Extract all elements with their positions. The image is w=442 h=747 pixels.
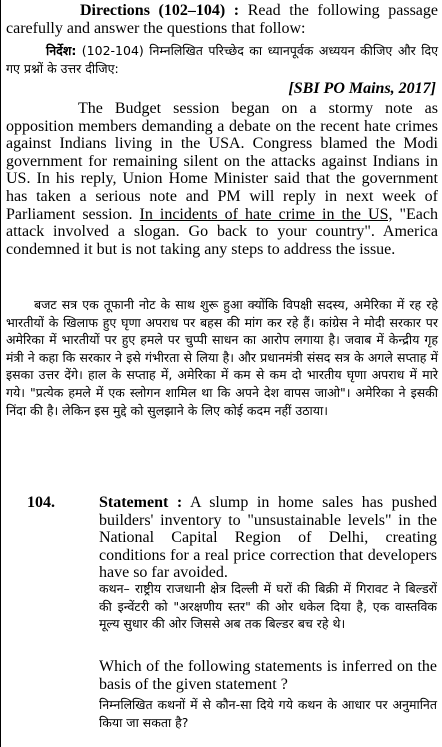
directions-label: Directions (102–104) : <box>80 2 240 19</box>
question-prompt: Which of the following statements is inferred on the basis of the given statement ? <box>99 658 437 693</box>
passage-english <box>6 100 438 258</box>
question-statement-hindi: कथन– राष्ट्रीय राजधानी क्षेत्र दिल्ली में घरों की बिक्री में गिरावट ने बिल्डरों की इन्वेंटरी को "अरक्षणीय स्तर" की ओर धकेल दिया है, एक वास्तविक मूल्य सुधार की ओर जिससे अब तक बिल्डर बच रहे थे। <box>99 581 437 632</box>
passage-hindi: बजट सत्र एक तूफानी नोट के साथ शुरू हुआ क्योंकि विपक्षी सदस्य, अमेरिका में रह रहे भारतीयों के खिलाफ हुए घृणा अपराध पर बहस की मांग कर रहे हैं। कांग्रेस ने मोदी सरकार पर अमेरिका में भारतीयों पर हुए हमले पर चुप्पी साधन का आरोप लगाया है। जवाब में केन्द्रीय गृह मंत्री ने कहा कि सरकार ने इसे गंभीरता से लिया है। और प्रधानमंत्री संसद सत्र के अगले सप्ताह में इसका उत्तर देंगे। हाल के सप्ताह में, अमेरिका में कम से कम दो भारतीय घृणा अपराध में मारे गये। "प्रत्येक हमले में एक स्लोगन शामिल था कि अपने देश वापस जाओ"। अमेरिका ने इसकी निंदा की है। लेकिन इस मुद्दे को सुलझाने के लिए कोई कदम नहीं उठाया। <box>6 297 438 418</box>
source-citation: [SBI PO Mains, 2017] <box>288 80 436 97</box>
directions-hindi-label: निर्देश: <box>46 43 77 58</box>
statement-text: A slump in home sales has pushed builders' inventory to "unsustainable levels" in the National Capital Region of Delhi, creating conditions for a real price correction that developers have so far avoided. <box>99 494 438 582</box>
directions-english <box>6 2 438 37</box>
question-prompt-hindi: निम्नलिखित कथनों में से कौन-सा दिये गये कथन के आधार पर अनुमानित किया जा सकता है? <box>99 697 437 730</box>
passage-english-part1: The Budget session began on a stormy note as opposition members demanding a debate on the recent hate crimes against Indians living in the USA. Congress blamed the Modi government for remaining silent on the attacks against Indians in US. In his reply, Union Home Minister said that the government has taken a serious note and PM will reply in next week of Parliament session. <box>6 100 438 223</box>
directions-hindi-text: (102-104) निम्नलिखित परिच्छेद का ध्यानपूर्वक अध्ययन कीजिए और दिए गए प्रश्नों के उत्तर दीजिए: <box>6 43 438 76</box>
question-statement <box>99 494 437 582</box>
passage-english-underlined: In incidents of hate crime in the US, <box>139 205 393 223</box>
passage-english-part2: "Each attack involved a slogan. Go back to your country". America condemned it but is not taking any steps to address the issue. <box>6 205 438 258</box>
directions-text: Read the following passage carefully and answer the questions that follow: <box>6 2 438 37</box>
question-number: 104. <box>27 494 55 511</box>
directions-hindi <box>6 42 438 77</box>
statement-label: Statement : <box>99 494 183 511</box>
